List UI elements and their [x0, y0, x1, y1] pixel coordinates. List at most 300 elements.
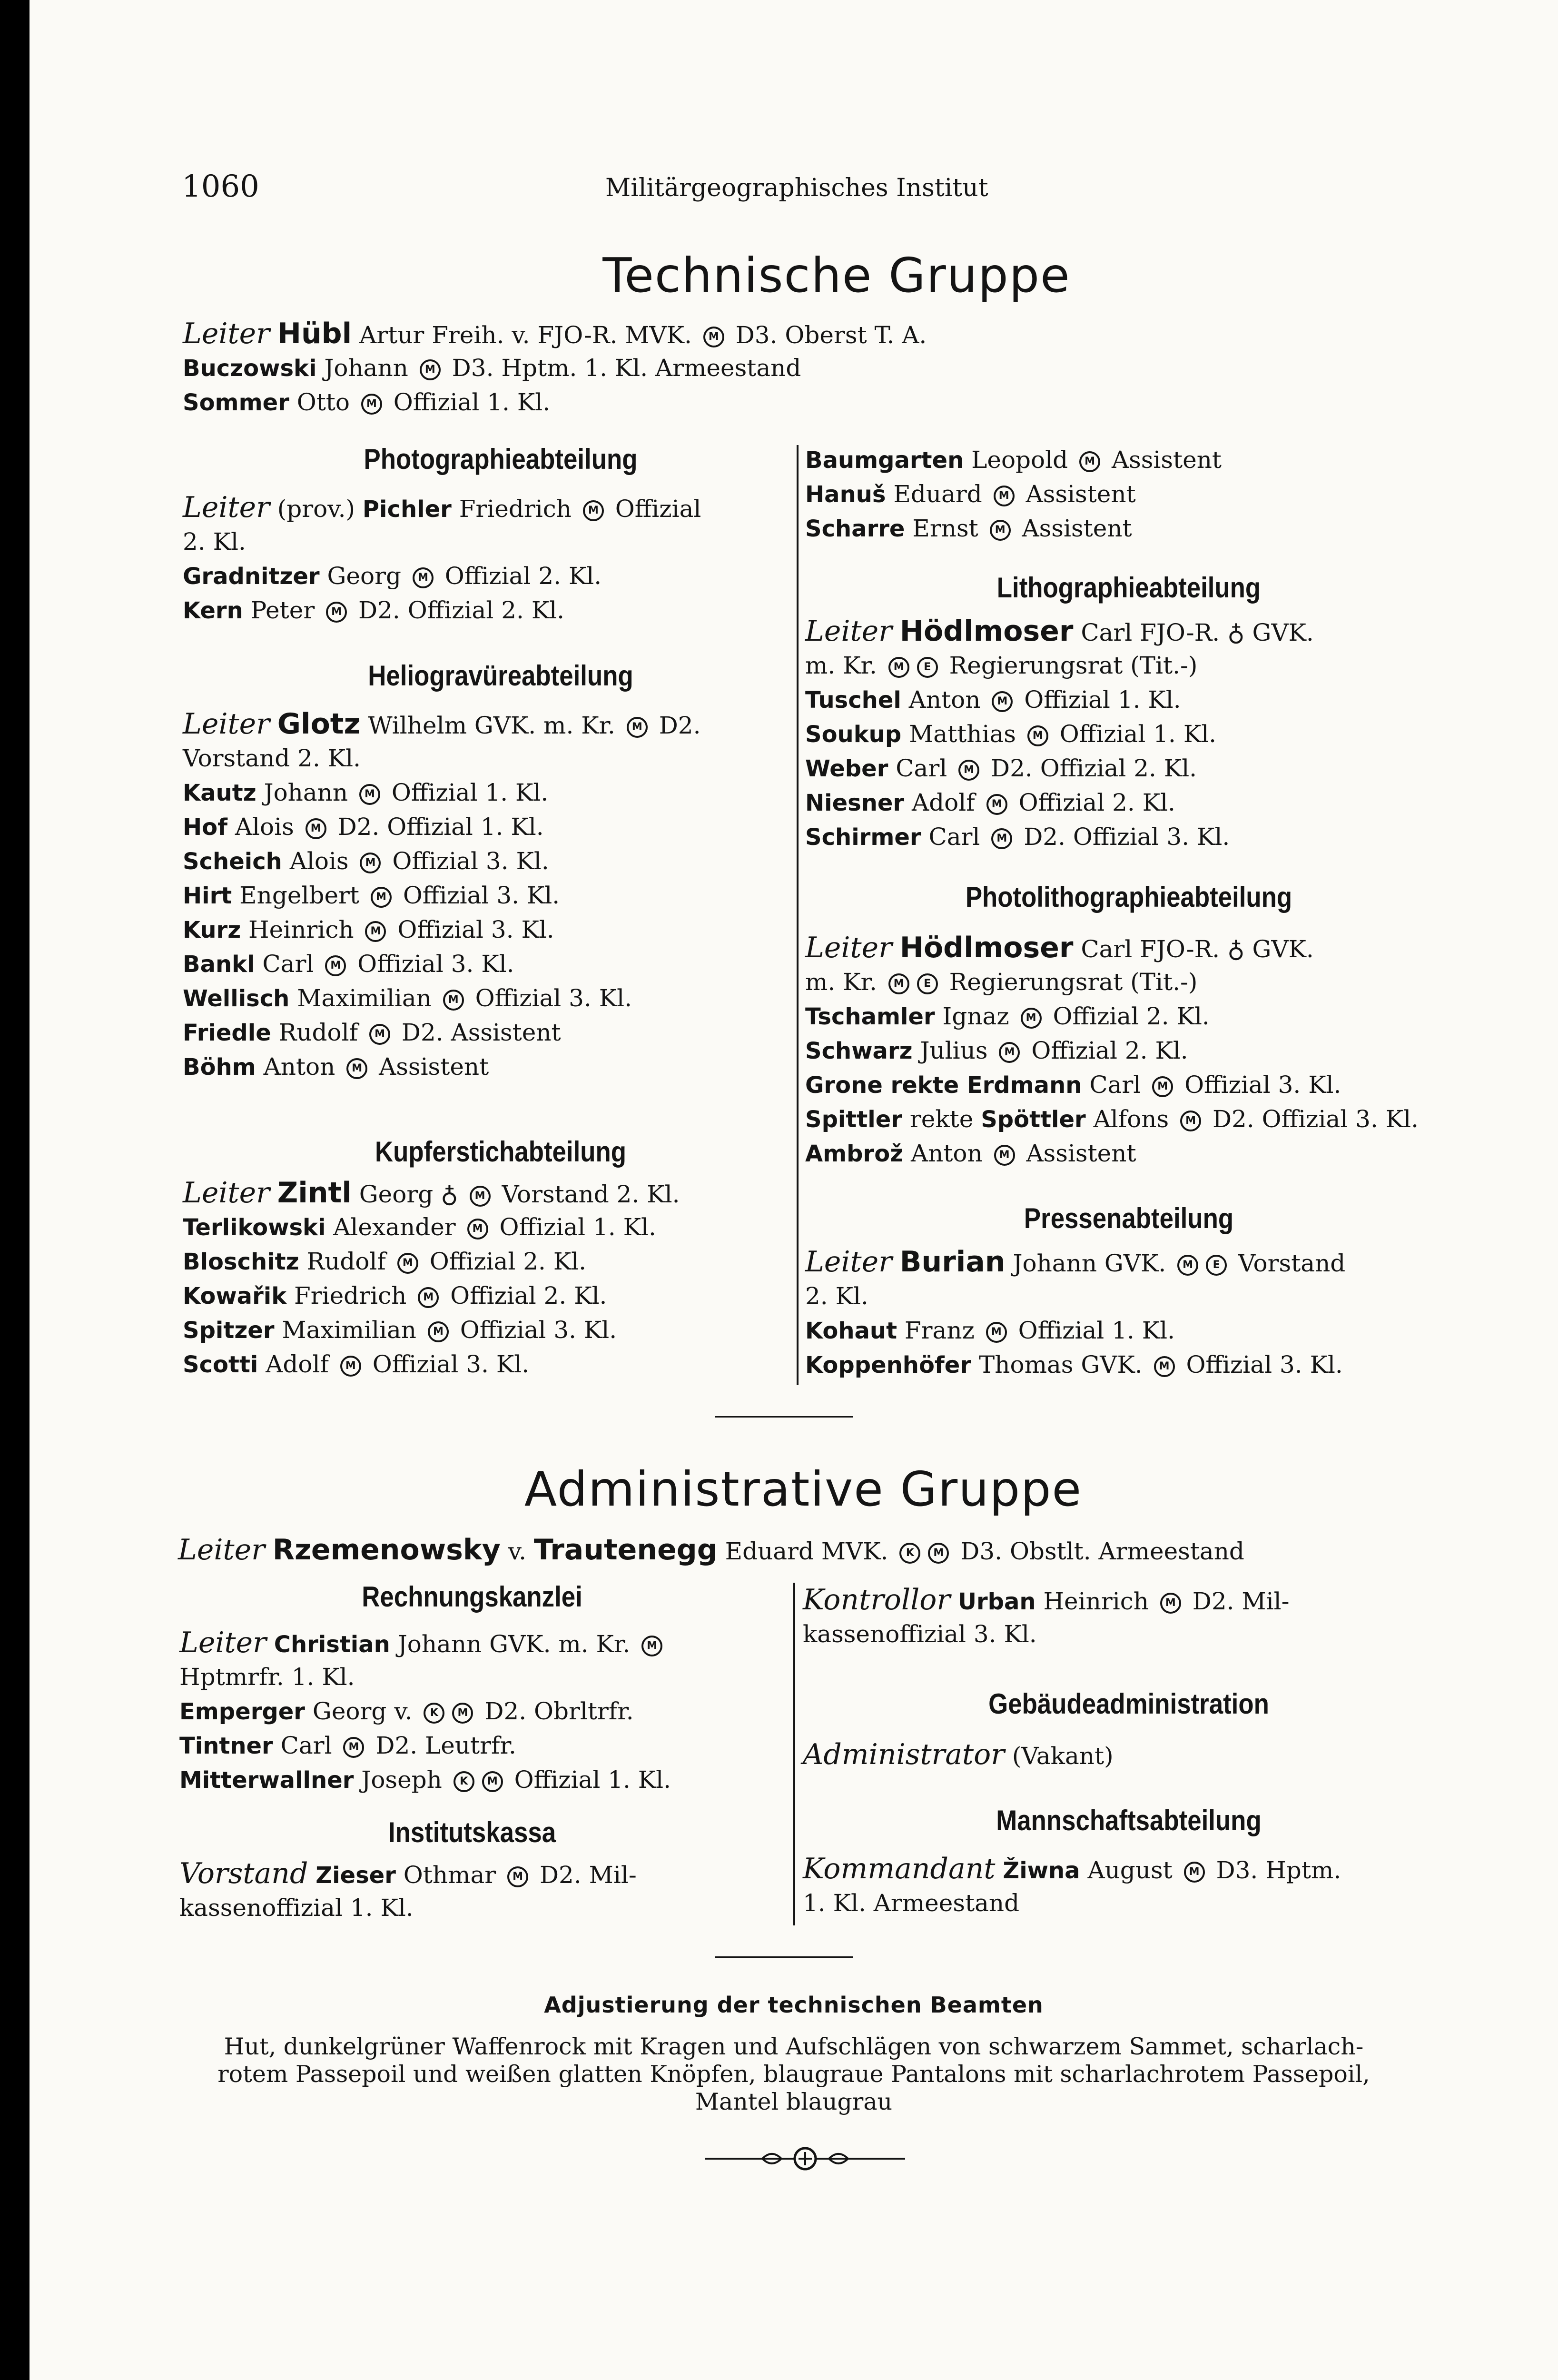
person-name: Niesner — [805, 790, 905, 816]
entry-text: Carl FJO-R. ♁ GVK. — [1073, 935, 1314, 963]
entry-line — [179, 1893, 414, 1923]
person-name: Weber — [805, 755, 888, 782]
entry-line — [183, 1052, 489, 1082]
person-name: Zieser — [316, 1862, 396, 1889]
person-name: Scotti — [183, 1351, 258, 1378]
entry-line — [805, 445, 1222, 475]
entry-line — [179, 1765, 671, 1795]
entry-line — [805, 1104, 1419, 1134]
entry-text — [266, 1630, 274, 1658]
entry-text: D2. Offizial 3. Kl. — [1016, 823, 1230, 851]
entry-line — [183, 1018, 561, 1048]
circle-m-icon: M — [369, 1024, 390, 1045]
circle-m-icon: M — [928, 1543, 949, 1564]
person-name: Scharre — [805, 516, 905, 542]
role-label: Kontrollor — [803, 1583, 951, 1616]
circle-m-icon: M — [994, 486, 1015, 506]
entry-line — [183, 846, 549, 876]
rechnungskanzlei-heading: Rechnungskanzlei — [362, 1581, 582, 1613]
entry-line — [805, 1247, 1345, 1278]
entry-text: Friedrich — [451, 495, 579, 523]
role-label: Leiter — [183, 707, 270, 741]
circle-m-icon: M — [1027, 725, 1048, 746]
person-name: Burian — [899, 1245, 1006, 1279]
circle-m-icon: M — [991, 828, 1012, 849]
entry-text: Maximilian — [274, 1316, 424, 1344]
adjustierung-line-3: Mantel blaugrau — [695, 2088, 893, 2115]
circle-m-icon: M — [325, 955, 346, 976]
role-label: Leiter — [183, 317, 270, 350]
entry-line — [803, 1888, 1019, 1918]
person-name: Hirt — [183, 883, 232, 909]
entry-line — [183, 1281, 607, 1311]
entry-line — [183, 387, 550, 417]
entry-line — [805, 651, 1197, 680]
entry-text: Ignaz — [935, 1002, 1017, 1030]
heliogravuere-heading: Heliogravüreabteilung — [368, 660, 633, 692]
entry-text: Offizial 2. Kl. — [1045, 1002, 1210, 1030]
circle-m-icon: M — [420, 359, 441, 380]
entry-text: Alexander — [325, 1213, 463, 1241]
role-label: Leiter — [179, 1626, 266, 1659]
circle-m-icon: M — [986, 1322, 1007, 1343]
entry-text: Offizial 1. Kl. — [506, 1766, 671, 1794]
person-name: Tuschel — [805, 687, 901, 714]
person-name: Soukup — [805, 721, 902, 748]
entry-text: Offizial 2. Kl. — [1011, 789, 1175, 816]
entry-text: Othmar — [395, 1861, 504, 1889]
circle-m-icon: M — [1177, 1255, 1198, 1276]
entry-text: Carl FJO-R. ♁ GVK. — [1073, 619, 1314, 646]
entry-line — [805, 1350, 1343, 1380]
person-name: Grone rekte Erdmann — [805, 1072, 1082, 1099]
circle-m-icon: M — [1184, 1862, 1205, 1883]
circle-m-icon: M — [452, 1703, 473, 1724]
person-name: Kohaut — [805, 1318, 897, 1344]
circle-m-icon: M — [986, 794, 1007, 815]
entry-line — [183, 1212, 656, 1242]
mannschaft-heading: Mannschaftsabteilung — [996, 1805, 1262, 1836]
entry-line — [183, 744, 361, 773]
entry-text: Matthias — [901, 720, 1024, 748]
circle-m-icon: M — [365, 921, 386, 942]
entry-line — [179, 1731, 516, 1761]
entry-line — [805, 822, 1230, 852]
entry-line — [805, 1281, 868, 1311]
entry-text: m. Kr. — [805, 652, 885, 679]
circle-m-icon: M — [1154, 1356, 1175, 1377]
circle-m-icon: M — [999, 1042, 1020, 1063]
entry-text: kassenoffizial 1. Kl. — [179, 1894, 414, 1922]
entry-line — [183, 595, 564, 625]
entry-text: Johann — [316, 354, 416, 382]
person-name: Trautenegg — [533, 1533, 718, 1567]
entry-line — [179, 1859, 637, 1890]
entry-text — [892, 619, 900, 646]
person-name: Glotz — [277, 707, 361, 741]
entry-line — [805, 1139, 1136, 1169]
column-rule-technische — [797, 445, 799, 1385]
circle-m-icon: M — [340, 1356, 361, 1377]
role-label: Leiter — [178, 1533, 265, 1567]
entry-line — [183, 527, 246, 556]
entry-line — [183, 561, 602, 591]
role-label: Vorstand — [179, 1857, 308, 1890]
entry-text: D2. Leutrfr. — [368, 1732, 516, 1759]
entry-text: (Vakant) — [1004, 1742, 1114, 1770]
person-name: Baumgarten — [805, 447, 964, 474]
circle-m-icon: M — [1021, 1008, 1042, 1029]
entry-text: Anton — [903, 1140, 990, 1167]
entry-text: Assistent — [1018, 1140, 1136, 1167]
entry-text: 2. Kl. — [183, 528, 246, 555]
person-name: Buczowski — [183, 355, 317, 382]
entry-text: Carl — [888, 754, 955, 782]
entry-text: Vorstand — [1231, 1250, 1346, 1277]
entry-line — [805, 514, 1132, 544]
person-name: Žiwna — [1003, 1857, 1080, 1884]
entry-line — [183, 983, 632, 1013]
entry-text: 1. Kl. Armeestand — [803, 1889, 1020, 1917]
entry-text: Carl — [273, 1732, 340, 1759]
entry-text: Heinrich — [1035, 1587, 1156, 1615]
entry-text: Offizial 1. Kl. — [492, 1213, 656, 1241]
person-name: Gradnitzer — [183, 563, 320, 590]
entry-line — [183, 812, 544, 842]
entry-text: Ernst — [905, 515, 986, 542]
entry-text: Carl — [921, 823, 988, 851]
circle-m-icon: M — [371, 887, 392, 908]
technische-gruppe-title: Technische Gruppe — [602, 248, 1071, 303]
circle-k-icon: K — [899, 1543, 920, 1564]
person-name: Bloschitz — [183, 1249, 299, 1275]
entry-line — [183, 319, 927, 350]
entry-line — [183, 915, 554, 945]
entry-line — [183, 778, 548, 808]
entry-line — [805, 479, 1136, 509]
entry-text: Alois — [227, 813, 302, 841]
entry-line — [179, 1662, 355, 1692]
entry-line — [805, 967, 1197, 997]
person-name: Christian — [274, 1631, 390, 1658]
entry-text: Anton — [901, 686, 988, 714]
entry-line — [179, 1696, 634, 1726]
person-name: Pichler — [362, 496, 452, 523]
entry-line — [805, 1316, 1175, 1346]
entry-text: Anton — [256, 1053, 343, 1081]
entry-text: Offizial 3. Kl. — [1178, 1351, 1343, 1378]
entry-text: Georg ♁ — [351, 1180, 466, 1208]
entry-text: Regierungsrat (Tit.-) — [941, 652, 1198, 679]
entry-text: Leopold — [964, 446, 1076, 474]
entry-line — [805, 933, 1314, 964]
entry-text: D2. Offizial 2. Kl. — [983, 754, 1197, 782]
role-label: Leiter — [805, 931, 892, 964]
document-page — [30, 0, 1558, 2380]
page-number: 1060 — [182, 169, 259, 204]
entry-text: Offizial 1. Kl. — [1010, 1317, 1175, 1344]
circle-e-icon: E — [917, 973, 938, 994]
entry-line — [805, 1002, 1210, 1031]
entry-text: Carl — [1082, 1071, 1149, 1099]
pressen-heading: Pressenabteilung — [1024, 1202, 1234, 1234]
circle-m-icon: M — [346, 1058, 367, 1079]
circle-m-icon: M — [306, 818, 326, 839]
person-name: Terlikowski — [183, 1214, 326, 1241]
person-name: Rzemenowsky — [272, 1533, 501, 1567]
circle-m-icon: M — [627, 717, 648, 738]
kupferstich-heading: Kupferstichabteilung — [375, 1136, 627, 1168]
entry-text: D2. Mil- — [532, 1861, 637, 1889]
entry-text: Assistent — [371, 1053, 489, 1081]
entry-text: Julius — [912, 1037, 996, 1064]
entry-text: D2. Offizial 3. Kl. — [1205, 1105, 1419, 1133]
entry-text: Offizial 3. Kl. — [395, 882, 560, 909]
entry-text: Assistent — [1018, 480, 1136, 508]
person-name: Kern — [183, 597, 243, 624]
entry-line — [183, 1178, 680, 1209]
entry-line — [805, 616, 1314, 647]
entry-text: Rudolf — [299, 1248, 394, 1275]
entry-text: v. — [500, 1537, 534, 1565]
entry-text: rekte — [902, 1105, 981, 1133]
entry-text: Otto — [289, 388, 357, 416]
person-name: Schwarz — [805, 1038, 913, 1064]
entry-line — [805, 1036, 1188, 1066]
entry-text — [270, 321, 277, 349]
entry-text: Adolf — [904, 789, 983, 816]
entry-line — [183, 493, 701, 524]
person-name: Friedle — [183, 1020, 271, 1046]
entry-text: Johann GVK. — [1005, 1250, 1174, 1277]
circle-m-icon: M — [361, 394, 382, 415]
role-label: Leiter — [805, 615, 892, 648]
circle-m-icon: M — [888, 973, 909, 994]
entry-text: Offizial 3. Kl. — [467, 984, 632, 1012]
person-name: Kautz — [183, 780, 256, 806]
person-name: Hübl — [277, 317, 352, 350]
entry-text: kassenoffizial 3. Kl. — [803, 1620, 1037, 1648]
circle-m-icon: M — [641, 1636, 662, 1656]
person-name: Kurz — [183, 917, 241, 943]
circle-m-icon: M — [507, 1866, 528, 1887]
entry-line — [805, 1070, 1341, 1100]
entry-text: Eduard MVK. — [717, 1537, 896, 1565]
circle-m-icon: M — [990, 520, 1011, 541]
circle-e-icon: E — [917, 657, 938, 678]
adjustierung-heading: Adjustierung der technischen Beamten — [544, 1992, 1044, 2018]
entry-text: D2. Offizial 2. Kl. — [351, 596, 565, 624]
entry-text: D3. Hptm. — [1208, 1856, 1341, 1884]
person-name: Sommer — [183, 389, 289, 416]
role-label: Leiter — [183, 491, 270, 524]
entry-text: Offizial 1. Kl. — [384, 779, 549, 806]
role-label: Administrator — [803, 1738, 1005, 1771]
entry-text: (prov.) — [269, 495, 363, 523]
entry-text: Adolf — [258, 1350, 336, 1378]
entry-text: Thomas GVK. — [971, 1351, 1150, 1378]
circle-m-icon: M — [359, 784, 380, 805]
entry-text — [892, 1250, 900, 1277]
entry-text: Assistent — [1104, 446, 1222, 474]
circle-m-icon: M — [1079, 451, 1100, 472]
entry-text: Maximilian — [289, 984, 439, 1012]
circle-m-icon: M — [413, 567, 434, 588]
person-name: Spitzer — [183, 1317, 275, 1344]
entry-text: D2. Obrltrfr. — [477, 1697, 634, 1725]
circle-m-icon: M — [994, 1145, 1015, 1166]
person-name: Hanuš — [805, 481, 886, 508]
entry-text: Carl — [255, 950, 322, 978]
entry-text: Offizial 1. Kl. — [1016, 686, 1181, 714]
entry-text: Offizial 3. Kl. — [390, 916, 554, 943]
entry-text: Offizial — [607, 495, 701, 523]
person-name: Tintner — [179, 1733, 273, 1759]
entry-line — [183, 1349, 529, 1379]
circle-m-icon: M — [1180, 1111, 1201, 1131]
entry-line — [803, 1619, 1037, 1649]
entry-text — [892, 935, 900, 963]
entry-line — [805, 754, 1197, 783]
entry-line — [183, 353, 801, 383]
circle-m-icon: M — [992, 691, 1013, 712]
person-name: Emperger — [179, 1698, 305, 1725]
person-name: Spittler — [805, 1106, 902, 1133]
person-name: Spöttler — [981, 1106, 1086, 1133]
entry-text: D2. Assistent — [394, 1019, 561, 1046]
entry-text: Offizial 2. Kl. — [422, 1248, 587, 1275]
entry-line — [183, 1315, 617, 1345]
entry-line — [183, 949, 514, 979]
circle-k-icon: K — [424, 1703, 444, 1724]
entry-text: Wilhelm GVK. m. Kr. — [360, 712, 623, 739]
circle-m-icon: M — [1160, 1593, 1181, 1614]
adjustierung-line-2: rotem Passepoil und weißen glatten Knöpfen, blaugraue Pantalons mit scharlachrotem Passepoil, — [217, 2061, 1370, 2088]
entry-text: Offizial 3. Kl. — [365, 1350, 530, 1378]
circle-m-icon: M — [326, 602, 347, 623]
circle-m-icon: M — [467, 1219, 488, 1240]
entry-text: Vorstand 2. Kl. — [494, 1180, 680, 1208]
person-name: Scheich — [183, 848, 282, 875]
entry-text: Eduard — [886, 480, 990, 508]
person-name: Hödlmoser — [899, 615, 1074, 648]
role-label: Kommandant — [803, 1852, 996, 1885]
entry-text: Hptmrfr. 1. Kl. — [179, 1663, 355, 1691]
circle-m-icon: M — [397, 1253, 418, 1274]
entry-text: Offizial 3. Kl. — [350, 950, 514, 978]
person-name: Hödlmoser — [899, 931, 1074, 964]
circle-m-icon: M — [428, 1321, 449, 1342]
person-name: Urban — [957, 1588, 1036, 1615]
role-label: Leiter — [805, 1245, 892, 1279]
entry-line — [183, 881, 560, 911]
section-divider — [715, 1416, 853, 1418]
column-rule-administrative — [793, 1583, 795, 1925]
entry-line — [803, 1585, 1290, 1616]
entry-text: Offizial 2. Kl. — [1024, 1037, 1188, 1064]
role-label: Leiter — [183, 1176, 270, 1210]
circle-m-icon: M — [888, 657, 909, 678]
entry-line — [805, 719, 1216, 749]
institutskassa-heading: Institutskassa — [388, 1816, 556, 1848]
entry-text: Alois — [282, 847, 356, 875]
entry-text — [308, 1861, 316, 1889]
person-name: Hof — [183, 814, 228, 841]
entry-text: 2. Kl. — [805, 1282, 868, 1310]
person-name: Wellisch — [183, 985, 290, 1012]
circle-m-icon: M — [583, 500, 604, 521]
section-divider-2 — [715, 1956, 853, 1958]
circle-e-icon: E — [1206, 1255, 1227, 1276]
entry-text: D2. Offizial 1. Kl. — [330, 813, 544, 841]
circle-m-icon: M — [443, 990, 464, 1011]
entry-text — [270, 1180, 277, 1208]
adjustierung-line-1: Hut, dunkelgrüner Waffenrock mit Kragen und Aufschlägen von schwarzem Sammet, scharlach- — [224, 2033, 1364, 2060]
entry-text: m. Kr. — [805, 968, 885, 996]
entry-text: Offizial 2. Kl. — [443, 1282, 607, 1309]
gebaeude-heading: Gebäudeadministration — [988, 1688, 1269, 1720]
entry-line — [179, 1628, 666, 1659]
entry-text: Offizial 3. Kl. — [1177, 1071, 1341, 1099]
person-name: Tschamler — [805, 1003, 935, 1030]
entry-text: D3. Hptm. 1. Kl. Armeestand — [444, 354, 801, 382]
entry-text: Joseph — [354, 1766, 450, 1794]
entry-line — [805, 685, 1181, 715]
person-name: Zintl — [277, 1176, 352, 1210]
entry-text: Alfons — [1085, 1105, 1177, 1133]
entry-text: Offizial 1. Kl. — [1052, 720, 1217, 748]
circle-m-icon: M — [470, 1186, 491, 1207]
circle-m-icon: M — [1152, 1076, 1173, 1097]
entry-text: D2. Mil- — [1184, 1587, 1290, 1615]
circle-k-icon: K — [454, 1771, 474, 1792]
entry-text: Assistent — [1014, 515, 1132, 542]
entry-text: Johann GVK. m. Kr. — [390, 1630, 638, 1658]
person-name: Mitterwallner — [179, 1767, 354, 1794]
entry-text: Vorstand 2. Kl. — [183, 744, 361, 772]
entry-text: Artur Freih. v. FJO-R. MVK. — [352, 321, 700, 349]
photographie-heading: Photographieabteilung — [364, 443, 638, 475]
entry-text: Friedrich — [286, 1282, 414, 1309]
entry-text: Offizial 3. Kl. — [452, 1316, 617, 1344]
entry-text: Offizial 3. Kl. — [385, 847, 549, 875]
entry-line — [803, 1740, 1114, 1771]
administrative-gruppe-title: Administrative Gruppe — [524, 1461, 1083, 1517]
entry-text — [270, 712, 277, 739]
entry-text — [950, 1587, 958, 1615]
circle-m-icon: M — [703, 327, 724, 347]
entry-text: Franz — [897, 1317, 982, 1344]
entry-text: Heinrich — [241, 916, 362, 943]
entry-text: August — [1080, 1856, 1180, 1884]
entry-text: Georg — [319, 562, 409, 590]
entry-text — [995, 1856, 1003, 1884]
circle-m-icon: M — [958, 760, 979, 781]
running-title: Militärgeographisches Institut — [605, 174, 988, 202]
entry-text: Regierungsrat (Tit.-) — [941, 968, 1198, 996]
circle-m-icon: M — [418, 1287, 439, 1308]
person-name: Bankl — [183, 951, 255, 978]
lithographie-heading: Lithographieabteilung — [996, 572, 1261, 604]
circle-m-icon: M — [360, 853, 381, 873]
ornament-icon — [705, 2142, 905, 2175]
person-name: Ambrož — [805, 1140, 904, 1167]
entry-text: Johann — [256, 779, 355, 806]
entry-text: Georg v. — [305, 1697, 420, 1725]
entry-line — [183, 709, 701, 740]
entry-text: Offizial 2. Kl. — [437, 562, 602, 590]
entry-line — [803, 1854, 1341, 1885]
